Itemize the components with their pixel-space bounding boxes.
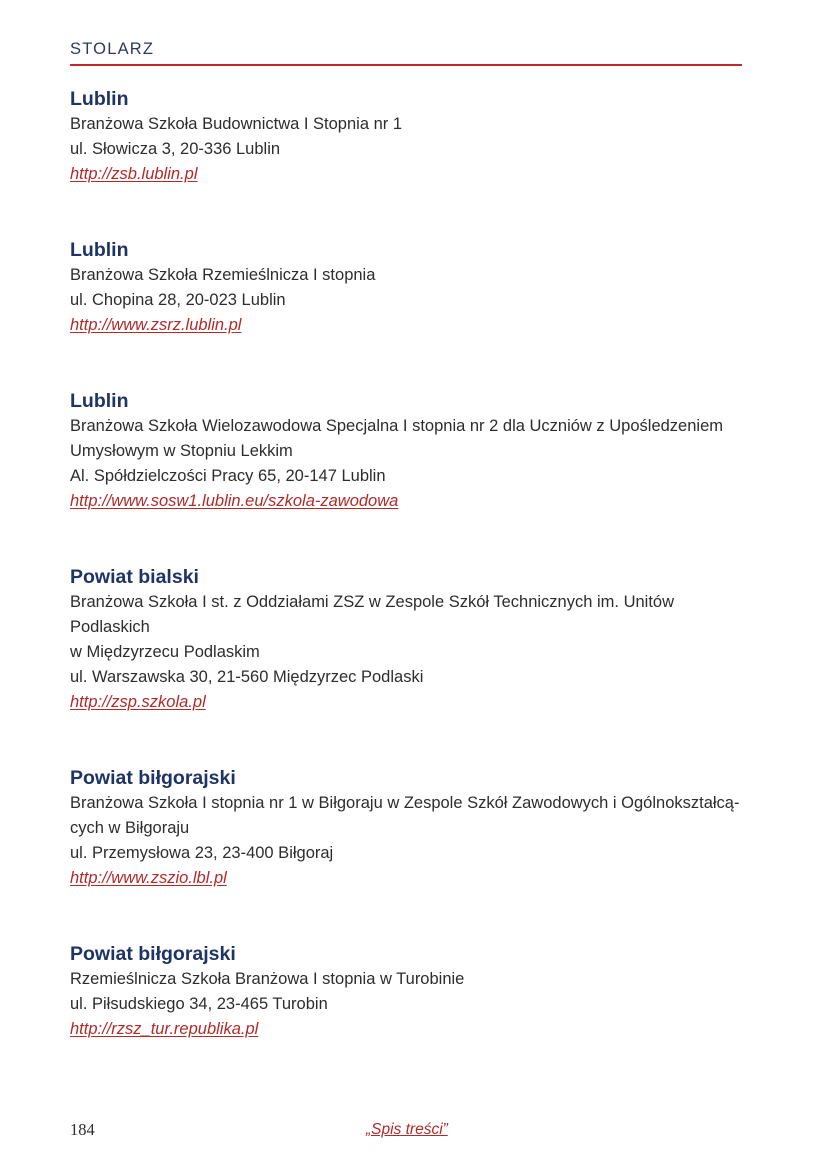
school-list <box>70 86 750 1042</box>
entry-school-name-continued: w Międzyrzecu Podlaskim <box>70 643 260 661</box>
entry-address: ul. Warszawska 30, 21-560 Międzyrzec Podlaski <box>70 668 424 686</box>
entry-address: Al. Spółdzielczości Pracy 65, 20-147 Lublin <box>70 467 386 485</box>
entry-website-link[interactable]: http://www.zsrz.lublin.pl <box>70 316 242 334</box>
entry-address: ul. Słowicza 3, 20-336 Lublin <box>70 140 281 158</box>
entry-region-heading: Lublin <box>70 239 129 261</box>
page-footer <box>70 1118 742 1142</box>
school-entry <box>70 86 750 187</box>
school-entry <box>70 237 750 338</box>
entry-school-name-continued: Umysłowym w Stopniu Lekkim <box>70 442 293 460</box>
entry-region-heading: Powiat biłgorajski <box>70 767 236 789</box>
school-entry <box>70 388 750 514</box>
entry-region-heading: Powiat bialski <box>70 566 199 588</box>
entry-website-link[interactable]: http://zsb.lublin.pl <box>70 165 198 183</box>
entry-school-name: Branżowa Szkoła Wielozawodowa Specjalna I stopnia nr 2 dla Uczniów z Upośledzeniem <box>70 417 723 435</box>
table-of-contents-link[interactable]: „Spis treści” <box>366 1121 448 1138</box>
entry-address: ul. Przemysłowa 23, 23-400 Biłgoraj <box>70 844 334 862</box>
entry-school-name: Branżowa Szkoła Rzemieślnicza I stopnia <box>70 266 376 284</box>
page-header <box>70 38 742 66</box>
entry-school-name: Rzemieślnicza Szkoła Branżowa I stopnia w Turobinie <box>70 970 465 988</box>
entry-region-heading: Lublin <box>70 88 129 110</box>
entry-region-heading: Powiat biłgorajski <box>70 943 236 965</box>
entry-school-name: Branżowa Szkoła I stopnia nr 1 w Biłgoraju w Zespole Szkół Zawodowych i Ogólnokształcą- <box>70 794 740 812</box>
entry-address: ul. Chopina 28, 20-023 Lublin <box>70 291 286 309</box>
entry-school-name: Branżowa Szkoła I st. z Oddziałami ZSZ w Zespole Szkół Technicznych im. Unitów Podlaskich <box>70 593 674 636</box>
entry-website-link[interactable]: http://rzsz_tur.republika.pl <box>70 1020 259 1038</box>
entry-address: ul. Piłsudskiego 34, 23-465 Turobin <box>70 995 328 1013</box>
school-entry <box>70 941 750 1042</box>
entry-school-name-continued: cych w Biłgoraju <box>70 819 190 837</box>
entry-school-name: Branżowa Szkoła Budownictwa I Stopnia nr 1 <box>70 115 403 133</box>
page-number: 184 <box>70 1120 95 1139</box>
entry-website-link[interactable]: http://zsp.szkola.pl <box>70 693 206 711</box>
entry-website-link[interactable]: http://www.sosw1.lublin.eu/szkola-zawodowa <box>70 492 399 510</box>
entry-region-heading: Lublin <box>70 390 129 412</box>
section-title: STOLARZ <box>70 40 155 58</box>
school-entry <box>70 765 750 891</box>
entry-website-link[interactable]: http://www.zszio.lbl.pl <box>70 869 227 887</box>
school-entry <box>70 564 750 715</box>
header-divider <box>70 64 742 66</box>
